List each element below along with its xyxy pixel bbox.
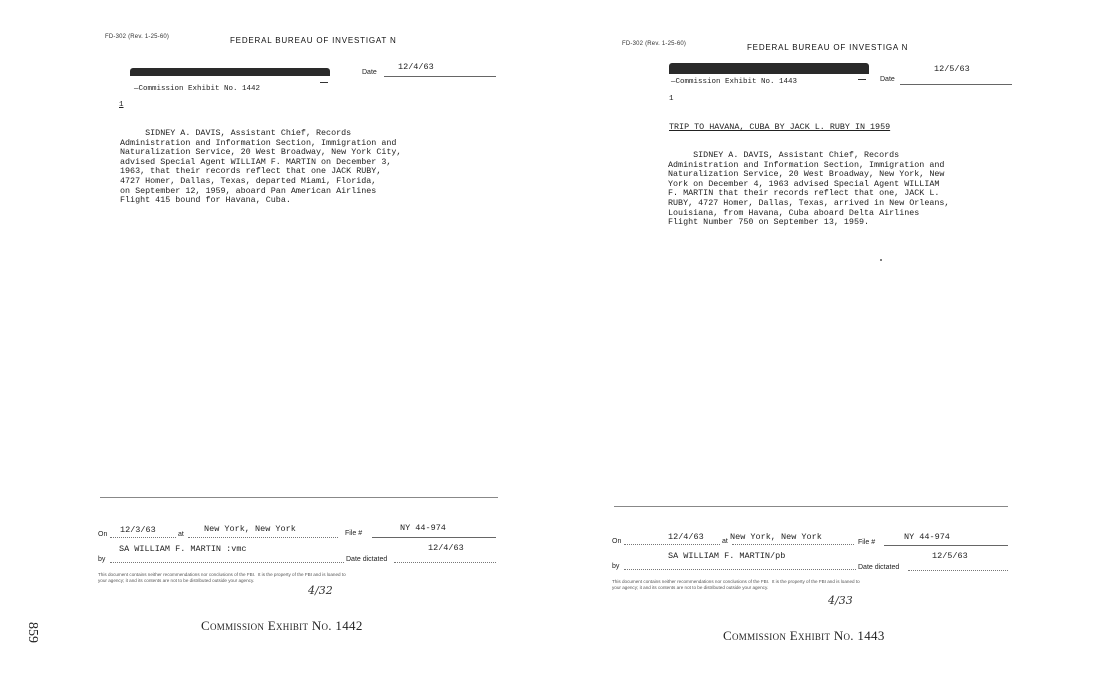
- bureau-header: FEDERAL BUREAU OF INVESTIGA N: [747, 43, 909, 52]
- exhibit-ref: —Commission Exhibit No. 1442: [134, 85, 261, 93]
- at-value: New York, New York: [730, 532, 822, 542]
- at-line: [188, 537, 338, 538]
- body-line: 4727 Homer, Dallas, Texas, departed Miami, Florida,: [120, 175, 377, 186]
- at-line: [732, 544, 854, 545]
- date-label: Date: [880, 76, 895, 83]
- handwritten-mark: 4/32: [308, 584, 333, 597]
- at-value: New York, New York: [204, 524, 296, 534]
- exhibit-caption: Commission Exhibit No. 1442: [201, 618, 363, 633]
- dictated-label: Date dictated: [858, 564, 900, 571]
- file-label: File #: [858, 539, 876, 546]
- body-line: on September 12, 1959, aboard Pan American Airlines: [120, 185, 377, 196]
- dictated-line: [394, 562, 496, 563]
- body-line: Naturalization Service, 20 West Broadway, New York City,: [120, 147, 402, 158]
- agent-value: SA WILLIAM F. MARTIN/pb: [668, 551, 786, 561]
- document-body: [120, 129, 401, 206]
- on-label: On: [612, 538, 622, 545]
- body-line: Naturalization Service, 20 West Broadway, New York, New: [668, 169, 945, 180]
- on-line: [110, 537, 176, 538]
- by-line: [624, 569, 856, 570]
- exhibit-ref: —Commission Exhibit No. 1443: [671, 78, 798, 86]
- date-value: 12/4/63: [398, 62, 434, 72]
- form-id: FD-302 (Rev. 1-25-60): [105, 34, 170, 40]
- on-value: 12/4/63: [668, 532, 704, 542]
- body-line: Flight 415 bound for Havana, Cuba.: [120, 195, 291, 206]
- form-id: FD-302 (Rev. 1-25-60): [622, 41, 687, 47]
- file-value: NY 44-974: [400, 523, 446, 533]
- dictated-value: 12/5/63: [932, 551, 968, 561]
- by-label: by: [98, 556, 106, 563]
- page-mark: 1: [119, 101, 124, 109]
- body-line: Administration and Information Section, Immigration and: [120, 137, 397, 148]
- agent-value: SA WILLIAM F. MARTIN :vmc: [119, 544, 247, 554]
- on-value: 12/3/63: [120, 525, 156, 535]
- speck: [880, 259, 882, 261]
- file-line: [884, 545, 1008, 546]
- on-line: [624, 544, 720, 545]
- bureau-header: FEDERAL BUREAU OF INVESTIGAT N: [230, 36, 397, 45]
- body-line: York on December 4, 1963 advised Special Agent WILLIAM: [668, 178, 940, 189]
- file-label: File #: [345, 530, 363, 537]
- redaction-dash: [858, 79, 866, 80]
- by-label: by: [612, 563, 620, 570]
- body-line: SIDNEY A. DAVIS, Assistant Chief, Records: [120, 128, 352, 138]
- file-value: NY 44-974: [904, 532, 950, 542]
- document-footer: This document contains neither recommendations nor conclusions of the FBI. It is the property of the FBI and is loaned to your agency; it and its contents are not to be distributed outside your agency.: [612, 579, 860, 590]
- body-line: 1963, that their records reflect that one JACK RUBY,: [120, 166, 382, 177]
- redaction-bar: [130, 68, 330, 76]
- page-number: 859: [25, 622, 40, 643]
- handwritten-mark: 4/33: [828, 594, 853, 607]
- body-line: RUBY, 4727 Homer, Dallas, Texas, arrived in New Orleans,: [668, 197, 950, 208]
- on-label: On: [98, 531, 108, 538]
- date-value: 12/5/63: [934, 64, 970, 74]
- date-line: [384, 76, 496, 77]
- body-line: advised Special Agent WILLIAM F. MARTIN on December 3,: [120, 156, 392, 167]
- exhibit-caption: Commission Exhibit No. 1443: [723, 628, 885, 643]
- body-line: Administration and Information Section, Immigration and: [668, 159, 945, 170]
- body-line: Flight Number 750 on September 13, 1959.: [668, 217, 870, 228]
- footer-rule: [614, 506, 1008, 507]
- body-line: SIDNEY A. DAVIS, Assistant Chief, Records: [668, 150, 900, 160]
- document-heading: TRIP TO HAVANA, CUBA BY JACK L. RUBY IN 1959: [669, 122, 891, 132]
- dictated-label: Date dictated: [346, 556, 388, 563]
- redaction-dash: [320, 82, 328, 83]
- by-line: [110, 562, 344, 563]
- page-mark: 1: [669, 95, 674, 103]
- date-label: Date: [362, 69, 377, 76]
- at-label: at: [178, 531, 184, 538]
- body-line: F. MARTIN that their records reflect that one, JACK L.: [668, 188, 940, 199]
- date-line: [900, 84, 1012, 85]
- dictated-line: [908, 570, 1008, 571]
- document-footer: This document contains neither recommendations nor conclusions of the FBI. It is the property of the FBI and is loaned to your agency; it and its contents are not to be distributed outside your agency.: [98, 572, 346, 583]
- footer-rule: [100, 497, 498, 498]
- at-label: at: [722, 538, 728, 545]
- dictated-value: 12/4/63: [428, 543, 464, 553]
- redaction-bar: [669, 63, 869, 74]
- document-body: [668, 151, 949, 228]
- body-line: Louisiana, from Havana, Cuba aboard Delta Airlines: [668, 207, 920, 218]
- file-line: [372, 537, 496, 538]
